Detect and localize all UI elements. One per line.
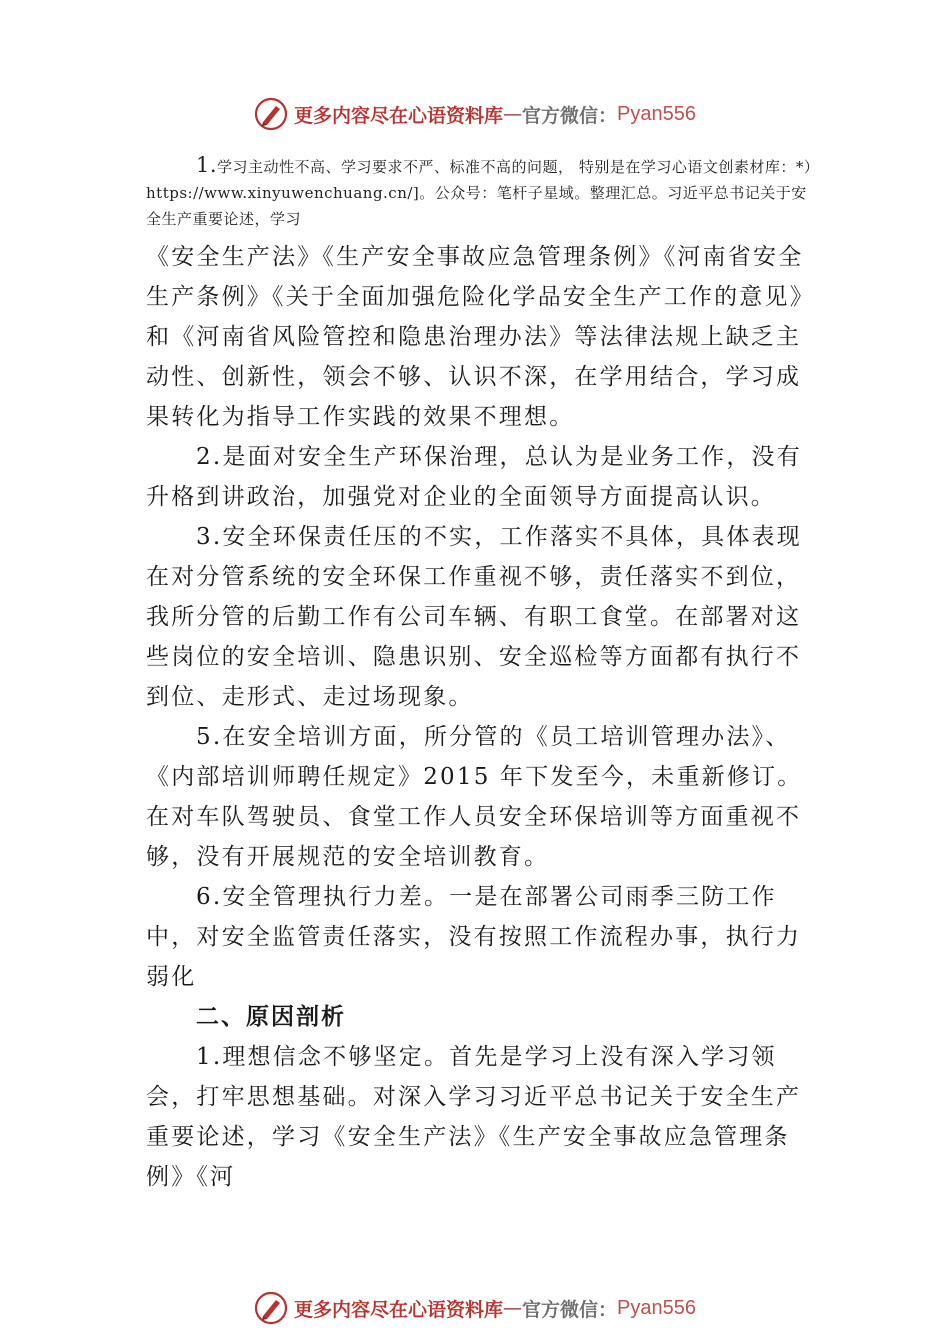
banner-site-name: 更多内容尽在心语资料库 [294,1298,504,1321]
note-text: 学习主动性不高、学习要求不严、标准不高的问题， 特别是在学习心语文创素材库：*）https://www.xinyuwenchuang.cn/]。公众号：笔杆子星域。整理汇总。习近平总书记关于安全生产重要论述，学习 [146,158,812,228]
banner-dash: — [503,103,523,125]
banner-wechat-label: 官方微信： [522,104,618,127]
note-number: 1. [196,153,218,177]
header-banner [0,92,950,136]
banner-dash: — [503,1297,523,1319]
paragraph-5: 5.在安全培训方面，所分管的《员工培训管理办法》、《内部培训师聘任规定》2015 年下发至今，未重新修订。在对车队驾驶员、食堂工作人员安全环保培训等方面重视不够，没有开展规范的安全培训教育。 [146,724,803,870]
pen-logo-icon [254,97,288,131]
paragraph-1-continuation: 《安全生产法》《生产安全事故应急管理条例》《河南省安全生产条例》《关于全面加强危险化学品安全生产工作的意见》和《河南省风险管控和隐患治理办法》等法律法规上缺乏主动性、创新性，领会不够、认识不深，在学用结合，学习成果转化为指导工作实践的效果不理想。 [146,244,815,430]
banner-wechat-id: Pyan556 [617,102,696,125]
paragraph-2: 2.是面对安全生产环保治理，总认为是业务工作，没有升格到讲政治，加强党对企业的全面领导方面提高认识。 [146,444,802,510]
paragraph-3: 3.安全环保责任压的不实，工作落实不具体，具体表现在对分管系统的安全环保工作重视不够，责任落实不到位， 我所分管的后勤工作有公司车辆、有职工食堂。在部署对这些岗位的安全培训、隐患识别、安全巡检等方面都有执行不到位、走形式、走过场现象。 [146,524,802,710]
closing-paragraph: 1.理想信念不够坚定。首先是学习上没有深入学习领会，打牢思想基础。对深入学习习近平总书记关于安全生产重要论述，学习《安全生产法》《生产安全事故应急管理条例》《河 [146,1044,802,1190]
banner-wechat-id: Pyan556 [617,1296,696,1319]
section-heading: 二、原因剖析 [196,1004,346,1030]
document-body [146,237,818,1197]
footer-banner [0,1286,950,1330]
small-print-note [146,152,814,232]
pen-logo-icon [254,1291,288,1325]
paragraph-6: 6.安全管理执行力差。一是在部署公司雨季三防工作中，对安全监管责任落实，没有按照工作流程办事，执行力弱化 [146,884,802,990]
banner-wechat-label: 官方微信： [522,1298,618,1321]
banner-site-name: 更多内容尽在心语资料库 [294,104,504,127]
